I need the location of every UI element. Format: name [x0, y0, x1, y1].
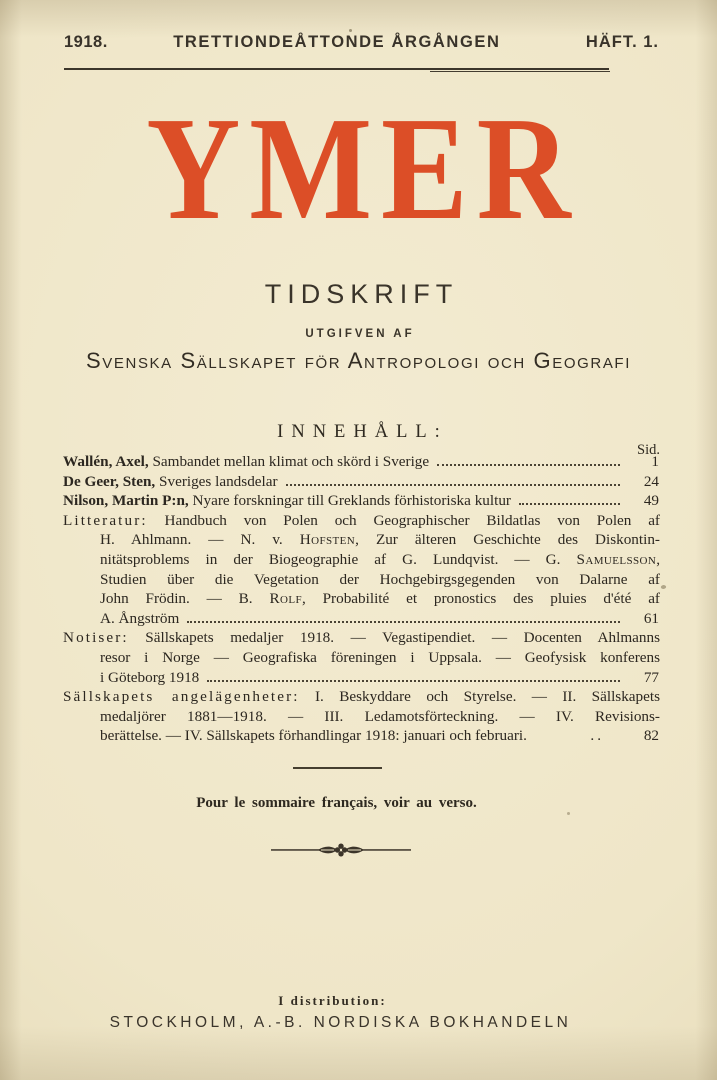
dotted-leader: .. [590, 727, 604, 745]
toc-line-text: i Göteborg 1918 [100, 668, 200, 686]
toc-line [63, 550, 660, 570]
header-rule-right [430, 71, 610, 73]
toc-line [63, 726, 660, 746]
toc-line [63, 491, 660, 511]
toc-line-text: Studien über die Vegetation der Hochgebirgsgegenden von Dalarne af [100, 570, 660, 588]
toc-line-text: resor i Norge — Geografiska föreningen i Uppsala. — Geofysisk konferens [100, 648, 660, 666]
toc-line-text: Sällskapets angelägenheter: I. Beskyddare och Styrelse. — II. Sällskapets [63, 688, 661, 706]
toc-line [63, 530, 660, 550]
journal-subtitle: TIDSKRIFT [264, 279, 459, 309]
toc-line [63, 589, 660, 609]
dotted-leader [207, 680, 620, 682]
published-by-label: UTGIFVEN AF [305, 328, 415, 340]
toc-line [63, 707, 660, 727]
toc-line-text: berättelse. — IV. Sällskapets förhandlingar 1918: januari och februari. [100, 727, 527, 745]
page-column-label: Sid. [637, 442, 660, 458]
paper-speck [349, 29, 352, 32]
issue-header [64, 33, 659, 52]
toc-line [63, 609, 660, 629]
toc-line [63, 687, 660, 707]
toc-line [63, 628, 660, 648]
issue-year: 1918. [64, 33, 108, 51]
toc-entry [63, 472, 660, 492]
toc-page-number: 82 [643, 727, 659, 745]
distribution-label: I distribution: [278, 993, 387, 1008]
toc-line-text: John Frödin. — B. Rolf, Probabilité et pronostics des pluies d'été af [100, 590, 660, 608]
toc-entry [63, 628, 660, 687]
toc-line-text: H. Ahlmann. — N. v. Hofsten, Zur älteren Geschichte des Diskontin- [100, 531, 660, 549]
header-rule [64, 68, 609, 70]
floral-divider-ornament-icon [0, 841, 681, 859]
toc-entry [63, 687, 660, 746]
table-of-contents [63, 452, 660, 746]
dotted-leader [437, 464, 620, 466]
toc-line [63, 648, 660, 668]
volume-title: TRETTIONDEÅTTONDE ÅRGÅNGEN [173, 33, 501, 51]
toc-page-number: 24 [643, 472, 659, 490]
toc-line-text: medaljörer 1881—1918. — III. Ledamotsförteckning. — IV. Revisions- [100, 707, 660, 725]
toc-line [63, 452, 660, 472]
dotted-leader [286, 484, 620, 486]
toc-line-text: Nilson, Martin P:n, Nyare forskningar till Greklands förhistoriska kultur [63, 492, 511, 510]
dotted-leader [519, 503, 620, 505]
society-name: Svenska Sällskapet för Antropologi och Geografi [86, 348, 631, 373]
toc-heading: INNEHÅLL: [277, 422, 448, 442]
toc-page-number: 49 [643, 492, 659, 510]
section-divider-rule [293, 767, 382, 769]
journal-title: YMER [146, 87, 580, 251]
dotted-leader [187, 621, 620, 623]
toc-page-number: 1 [651, 453, 659, 470]
paper-speck [660, 584, 666, 590]
toc-line [63, 511, 660, 531]
french-summary-note: Pour le sommaire français, voir au verso. [196, 795, 477, 811]
toc-line-text: De Geer, Sten, Sveriges landsdelar [63, 472, 278, 490]
paper-speck [567, 812, 570, 815]
toc-line [63, 570, 660, 590]
toc-line-text: Notiser: Sällskapets medaljer 1918. — Vegastipendiet. — Docenten Ahlmanns [63, 629, 660, 647]
toc-line [63, 668, 660, 688]
toc-line-text: A. Ångström [100, 609, 180, 627]
toc-entry [63, 452, 660, 472]
toc-page-number: 61 [643, 609, 659, 627]
toc-line [63, 472, 660, 492]
publisher-name: STOCKHOLM, A.-B. NORDISKA BOKHANDELN [109, 1014, 572, 1031]
toc-entry [63, 511, 660, 629]
toc-line-text: Litteratur: Handbuch von Polen och Geographischer Bildatlas von Polen af [63, 511, 660, 529]
toc-line-text: nitätsproblems in der Biogeographie af G. Lundqvist. — G. Samuelsson, [100, 550, 660, 568]
toc-entry [63, 491, 660, 511]
toc-line-text: Wallén, Axel, Sambandet mellan klimat och skörd i Sverige [63, 453, 430, 470]
toc-page-number: 77 [643, 668, 659, 686]
issue-number: HÄFT. 1. [585, 33, 659, 51]
